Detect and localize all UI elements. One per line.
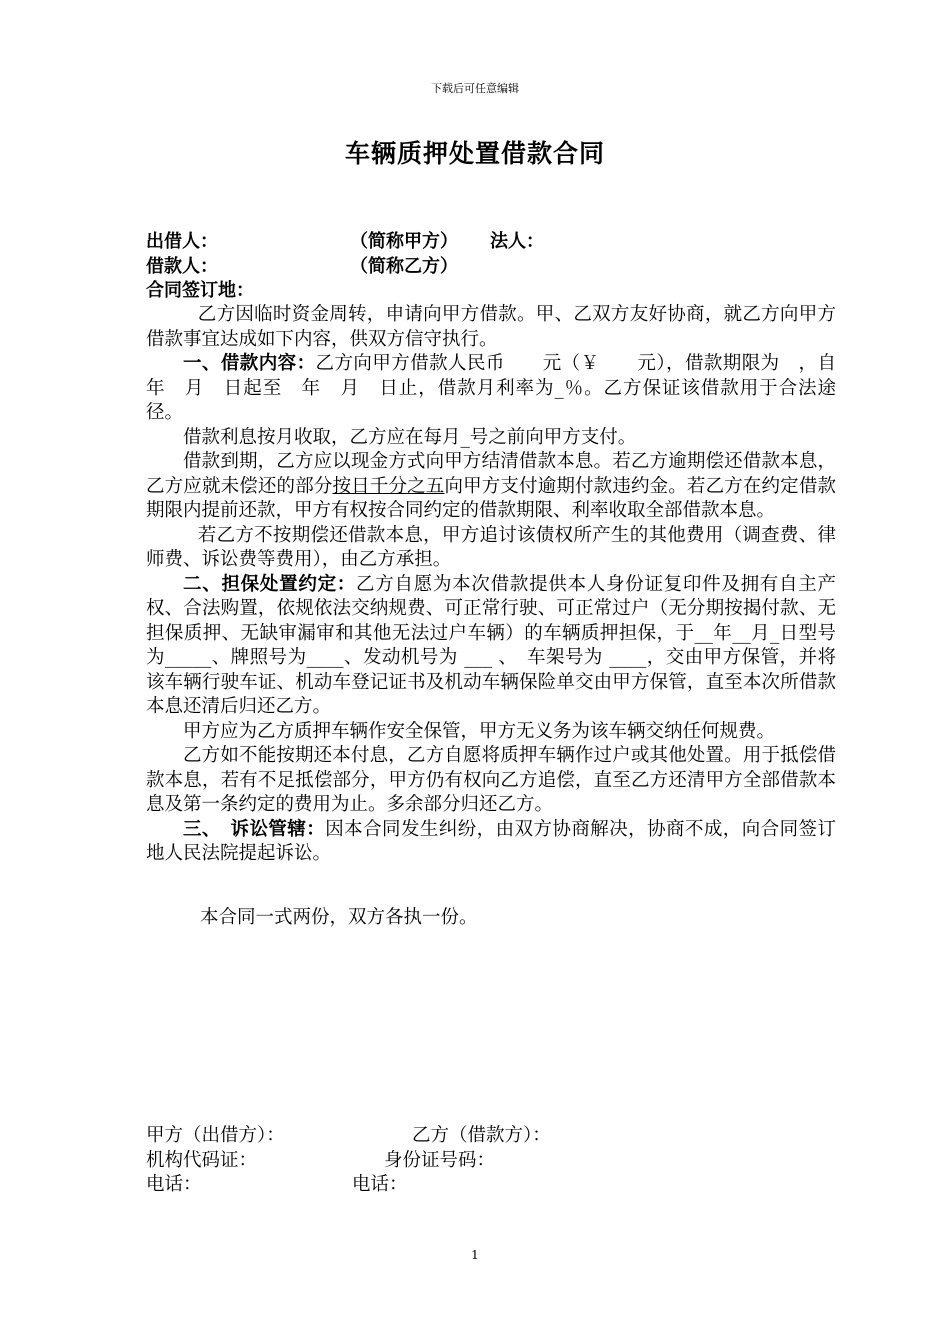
signature-row-ids	[146, 1149, 836, 1174]
intro-paragraph: 乙方因临时资金周转，申请向甲方借款。甲、乙双方友好协商，就乙方向甲方借款事宜达成如下内容，供双方信守执行。	[146, 304, 836, 350]
party-b-label: 乙方（借款方）：	[412, 1125, 551, 1146]
custody-paragraph: 甲方应为乙方质押车辆作安全保管，甲方无义务为该车辆交纳任何规费。	[183, 720, 776, 742]
legal-rep-label: 法人：	[490, 231, 544, 252]
borrower-short: （简称乙方）	[350, 255, 458, 277]
contract-body	[146, 303, 855, 930]
id-number-label: 身份证号码：	[384, 1149, 496, 1171]
contract-title: 车辆质押处置借款合同	[344, 139, 605, 168]
party-a-label: 甲方（出借方）：	[146, 1125, 285, 1146]
due-text-post: 向甲方支付逾期付款违约金。若乙方在约定借款期限内提前还款，甲方有权按合同约定的借款期限、利率收取全部借款本息。	[146, 475, 836, 521]
section-2-heading: 二、担保处置约定：	[183, 573, 357, 595]
default-paragraph: 乙方如不能按期还本付息，乙方自愿将质押车辆作过户或其他处置。用于抵偿借款本息，若有不足抵偿部分，甲方仍有权向乙方追偿，直至乙方还清甲方全部借款本息及第一条约定的费用为止。多余部分归还乙方。	[146, 745, 836, 815]
lender-label: 出借人：	[146, 231, 218, 252]
section-3-heading: 三、 诉讼管辖：	[183, 818, 326, 840]
phone-b-label: 电话：	[352, 1174, 408, 1195]
parties-block	[146, 230, 836, 304]
signature-block	[146, 1124, 836, 1198]
borrower-row	[146, 255, 836, 280]
lender-short: （简称甲方）	[350, 231, 458, 252]
section-1-paragraph	[146, 352, 855, 426]
section-3-paragraph	[146, 818, 836, 867]
org-code-label: 机构代码证：	[146, 1149, 258, 1171]
page-number: 1	[471, 1248, 479, 1262]
due-paragraph	[146, 450, 836, 524]
section-2-text: 乙方自愿为本次借款提供本人身份证复印件及拥有自主产权、合法购置，依规依法交纳规费、可正常行驶、可正常过户（无分期按揭付款、无担保质押、无缺审漏审和其他无法过户车辆）的车辆质押担保，于__年__月_日型号为_____、牌照号为____、发动机号为 ___ 、 车架号为 ____，交由甲方保管，并将该车辆行驶车证、机动车登记证书及机动车辆保险单交由甲方保管，直至本次所借款本息还清后归还乙方。	[146, 573, 836, 717]
place-label: 合同签订地：	[146, 280, 254, 301]
fees-paragraph: 若乙方不按期偿还借款本息，甲方追讨该债权所产生的其他费用（调查费、律师费、诉讼费等费用），由乙方承担。	[146, 524, 836, 570]
interest-paragraph: 借款利息按月收取，乙方应在每月_号之前向甲方支付。	[183, 426, 637, 448]
signature-row-parties	[146, 1124, 836, 1149]
signature-row-phones	[146, 1173, 836, 1198]
closing-paragraph: 本合同一式两份，双方各执一份。	[200, 906, 478, 928]
section-3-text: 因本合同发生纠纷，由双方协商解决，协商不成，向合同签订地人民法院提起诉讼。	[146, 818, 836, 864]
lender-row	[146, 230, 836, 255]
section-2-paragraph	[146, 573, 836, 720]
place-row	[146, 279, 836, 304]
section-1-heading: 一、借款内容：	[183, 353, 316, 374]
phone-a-label: 电话：	[146, 1174, 202, 1195]
section-1-text: 乙方向甲方借款人民币 元（￥ 元），借款期限为 ，自 年 月 日起至 年 月 日止，借款月利率为_％。乙方保证该借款用于合法途径。	[146, 353, 855, 423]
spacer	[146, 867, 836, 906]
header-note: 下载后可任意编辑	[431, 82, 519, 95]
due-text-pre: 借款到期，乙方应以现金方式向甲方结清借款本息。若乙方逾期偿还借款本息，乙方应就未偿还的部分	[146, 451, 836, 497]
borrower-label: 借款人：	[146, 255, 218, 277]
penalty-rate: 按日千分之五	[332, 475, 445, 497]
